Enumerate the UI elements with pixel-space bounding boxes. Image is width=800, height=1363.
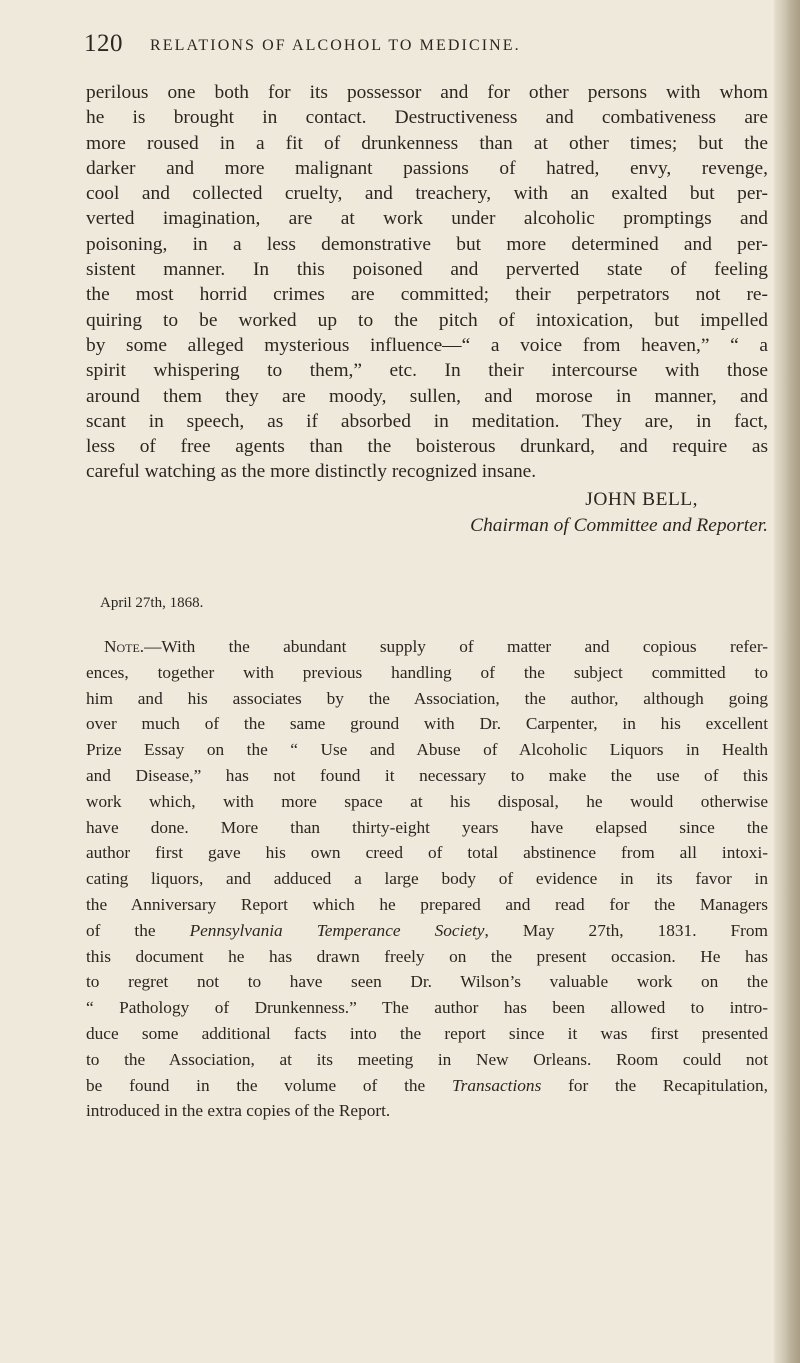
text-line: scant in speech, as if absorbed in meditation. They are, in fact,: [86, 410, 768, 432]
text-line-with-italic: [86, 1073, 768, 1099]
text-line: “ Pathology of Drunkenness.” The author has been allowed to intro-: [86, 998, 768, 1018]
text-line: more roused in a fit of drunkenness than at other times; but the: [86, 132, 768, 154]
text-line: to regret not to have seen Dr. Wilson’s valuable work on the: [86, 972, 768, 992]
text-fragment: be found in the volume of the: [86, 1075, 452, 1095]
text-line: cool and collected cruelty, and treachery, with an exalted but per-: [86, 183, 768, 205]
text-line: —With the abundant supply of matter and copious refer-: [144, 637, 768, 656]
text-line: introduced in the extra copies of the Report.: [86, 1101, 391, 1121]
text-line: and Disease,” has not found it necessary to make the use of this: [86, 765, 768, 785]
page-header: [84, 30, 764, 66]
text-line: sistent manner. In this poisoned and perverted state of feeling: [86, 259, 768, 281]
society-name: Pennsylvania Temperance Society: [189, 920, 485, 940]
transactions-title: Transactions: [451, 1075, 542, 1095]
text-line: around them they are moody, sullen, and morose in manner, and: [86, 385, 768, 407]
text-line: verted imagination, are at work under alcoholic promptings and: [86, 208, 768, 230]
text-line: over much of the same ground with Dr. Carpenter, in his excellent: [86, 714, 768, 734]
text-fragment: of the: [86, 920, 190, 940]
text-line: by some alleged mysterious influence—“ a voice from heaven,” “ a: [86, 334, 768, 356]
text-line: duce some additional facts into the report since it was first presented: [86, 1023, 768, 1043]
text-line: he is brought in contact. Destructiveness and combativeness are: [86, 107, 768, 129]
text-fragment: , May 27th, 1831. From: [484, 920, 768, 940]
text-line: perilous one both for its possessor and for other persons with whom: [86, 82, 768, 103]
text-line: the most horrid crimes are committed; their perpetrators not re-: [86, 284, 768, 306]
body-paragraph: [86, 80, 768, 539]
running-title: RELATIONS OF ALCOHOL TO MEDICINE.: [150, 37, 521, 54]
text-line: spirit whispering to them,” etc. In their intercourse with those: [86, 360, 768, 382]
text-line: poisoning, in a less demonstrative but more determined and per-: [86, 233, 768, 255]
text-line: Prize Essay on the “ Use and Abuse of Alcoholic Liquors in Health: [86, 740, 768, 760]
signature-name: JOHN BELL,: [585, 488, 698, 510]
text-line: him and his associates by the Association, the author, although going: [86, 688, 768, 708]
text-line: darker and more malignant passions of hatred, envy, revenge,: [86, 157, 768, 179]
text-line: this document he has drawn freely on the present occasion. He has: [86, 946, 768, 966]
text-line: cating liquors, and adduced a large body of evidence in its favor in: [86, 869, 768, 889]
text-line: author first gave his own creed of total abstinence from all intoxi-: [86, 843, 768, 863]
text-line: have done. More than thirty-eight years have elapsed since the: [86, 817, 768, 837]
text-line-with-italic: [86, 918, 768, 944]
text-line: careful watching as the more distinctly recognized insane.: [86, 461, 537, 483]
note-paragraph: [86, 634, 768, 1124]
page-number: 120: [84, 30, 123, 57]
text-line: less of free agents than the boisterous drunkard, and require as: [86, 436, 768, 458]
text-line: to the Association, at its meeting in New Orleans. Room could not: [86, 1049, 768, 1069]
signature-title: Chairman of Committee and Reporter.: [470, 514, 768, 536]
text-line: ences, together with previous handling of the subject committed to: [86, 662, 768, 682]
note-label: Note.: [104, 637, 145, 656]
page-edge: [774, 0, 800, 1363]
text-line: the Anniversary Report which he prepared and read for the Managers: [86, 894, 768, 914]
signature-block: [86, 485, 768, 539]
text-fragment: for the Recapitulation,: [541, 1075, 768, 1095]
date-line: April 27th, 1868.: [100, 595, 204, 611]
text-line: quiring to be worked up to the pitch of intoxication, but impelled: [86, 309, 768, 331]
text-line: work which, with more space at his disposal, he would otherwise: [86, 791, 768, 811]
note-first-line: [86, 634, 768, 660]
